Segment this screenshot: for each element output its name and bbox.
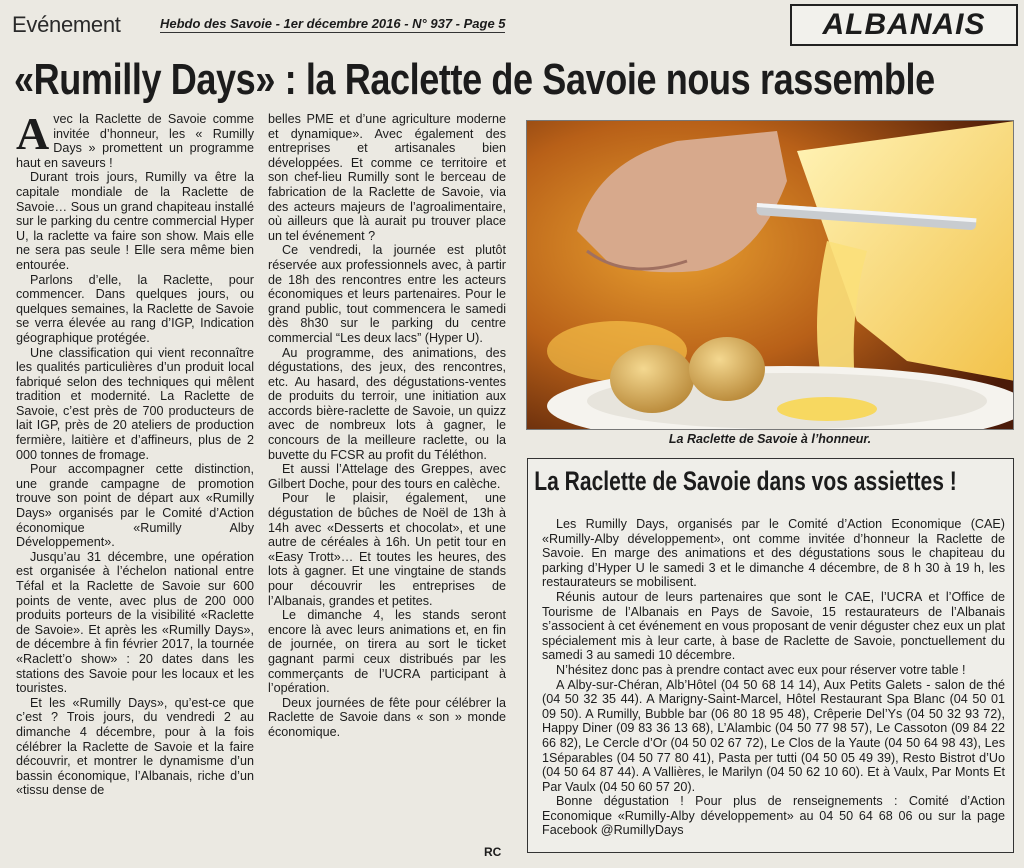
article-paragraph: Une classification qui vient reconnaître les qualités particulières d’un produit local fabriqué selon des techniques qui mêlent tradition et modernité. La Raclette de Savoie, c’est près de 700 producteurs de lait IGP, près de 20 ateliers de production fermière, laitière et d’affineurs, plus de 2 000 tonnes de fromage. <box>16 345 254 462</box>
article-paragraph: Et les «Rumilly Days», qu’est-ce que c’est ? Trois jours, du vendredi 2 au dimanche 4 décembre, pour à la fois célébrer la Raclette de Savoie et la faire découvrir, et montrer le dynamisme d’un bassin économique, l’Albanais, riche d’un «tissu dense de <box>16 695 254 798</box>
sidebar-body <box>528 503 1013 838</box>
article-paragraph: Pour le plaisir, également, une dégustation de bûches de Noël de 13h à 14h avec «Desserts et chocolat», et une autre de céréales à 16h. Un petit tour en «Easy Trott»… Et toutes les heures, des lots à gagner. Et une vingtaine de stands pour découvrir les entreprises de l’Albanais, grandes et petites. <box>268 491 506 608</box>
article-paragraph: belles PME et d’une agriculture moderne et dynamique». Avec également des entreprises et artisanales bien développées. Et comme ce territoire et son chef-lieu Rumilly sont le berceau de fabrication de la Raclette de Savoie, via des acteurs majeurs de l’agroalimentaire, où ailleurs que là aurait pu trouver place un tel événement ? <box>268 112 506 243</box>
adjacent-page-bleed <box>520 0 785 50</box>
article-paragraph: Pour accompagner cette distinction, une grande campagne de promotion trouve son point de départ aux «Rumilly Days» organisés par le Comité d’Action économique «Rumilly Alby Développement». <box>16 462 254 550</box>
restaurants-sidebar <box>527 458 1014 853</box>
article-paragraph: Avec la Raclette de Savoie comme invitée d’honneur, les « Rumilly Days » promettent un programme haut en saveurs ! <box>16 108 254 170</box>
dropcap: A <box>16 108 50 159</box>
article-column-2 <box>268 112 506 740</box>
raclette-photo <box>526 120 1014 430</box>
sidebar-paragraph: A Alby-sur-Chéran, Alb’Hôtel (04 50 68 14 14), Aux Petits Galets - salon de thé (04 50 32 35 44). A Marigny-Saint-Marcel, Hôtel Restaurant Spa Blanc (04 50 01 09 50). A Rumilly, Bubble bar (06 80 18 95 48), Crêperie Del’Ys (04 50 32 93 72), Happy Diner (09 83 36 13 68), L’Alambic (04 50 77 98 57), Le Cassoton (09 84 22 66 82), Le Cercle d’Or (04 50 02 67 72), Le Clos de la Yaute (04 50 64 98 43), Les 1Séparables (04 50 77 80 41), Pasta per tutti (04 50 05 49 39), Resto Bistrot d’Uo (04 50 64 87 44). A Vallières, le Marilyn (04 50 62 10 60). Et à Vaulx, Par Monts Et Par Vaulx (04 50 60 57 20). <box>542 677 1005 794</box>
sidebar-title: La Raclette de Savoie dans vos assiettes ! <box>534 466 957 496</box>
article-paragraph: Jusqu’au 31 décembre, une opération est organisée à l’échelon national entre Téfal et la Raclette de Savoie sur 600 points de vente, avec plus de 200 000 produits porteurs de la visibilité «Raclette de Savoie». Et après les «Rumilly Days», de décembre à fin février 2017, la tournée «Raclett’o show» : 20 dates dans les stations des Savoie pour les locaux et les touristes. <box>16 549 254 696</box>
sidebar-paragraph: Les Rumilly Days, organisés par le Comité d’Action Economique (CAE) «Rumilly-Alby développement», ont comme invitée d’honneur la Raclette de Savoie. En marge des animations et des dégustations sous le chapiteau du parking d’Hyper U le samedi 3 et le dimanche 4 décembre, de 8 h 30 à 19 h, les restaurateurs se mobilisent. <box>542 517 1005 590</box>
article-paragraph: Deux journées de fête pour célébrer la Raclette de Savoie dans « son » monde économique. <box>268 695 506 739</box>
sidebar-paragraph: N’hésitez donc pas à prendre contact avec eux pour réserver votre table ! <box>556 662 966 677</box>
article-column-1 <box>16 108 254 798</box>
article-paragraph: Le dimanche 4, les stands seront encore là avec leurs animations et, en fin de journée, on tirera au sort le ticket gagnant parmi ceux distribués par les commerçants de l’UCRA participant à l’opération. <box>268 608 506 696</box>
article-paragraph: Parlons d’elle, la Raclette, pour commencer. Dans quelques jours, ou quelques semaines, la Raclette de Savoie se verra élevée au rang d’IGP, Indication géographique protégée. <box>16 272 254 345</box>
folio-line: Hebdo des Savoie - 1er décembre 2016 - N° 937 - Page 5 <box>160 16 506 31</box>
sidebar-paragraph: Réunis autour de leurs partenaires que sont le CAE, l’UCRA et l’Office de Tourisme de l’Albanais en Pays de Savoie, 15 restaurateurs de l’Albanais s’associent à cet événement en vous proposant de venir déguster chez eux un plat spécialement mis à leur carte, à base de Raclette de Savoie, ponctuellement du samedi 3 au samedi 10 décembre. <box>542 589 1005 663</box>
headline: «Rumilly Days» : la Raclette de Savoie nous rassemble <box>14 55 935 104</box>
article-paragraph: Ce vendredi, la journée est plutôt réservée aux professionnels avec, à partir de 18h des rencontres entre les acteurs économiques et leurs partenaires. Pour le grand public, tout commencera le samedi dès 8h30 sur le parking du centre commercial “Les deux lacs” (Hyper U). <box>268 243 506 345</box>
sidebar-paragraph: Bonne dégustation ! Pour plus de renseignements : Comité d’Action Economique «Rumilly-Alby développement» au 04 50 64 68 06 ou sur la page Facebook @RumillyDays <box>542 794 1005 838</box>
raclette-photo-illustration <box>527 121 1014 430</box>
article-paragraph: Et aussi l’Attelage des Greppes, avec Gilbert Doche, pour des tours en calèche. <box>268 462 506 491</box>
article-paragraph: Durant trois jours, Rumilly va être la capitale mondiale de la Raclette de Savoie… Sous un grand chapiteau installé sur le parking du centre commercial Hyper U, la raclette va faire son show. Mais elle ne sera pas seule ! Elle sera même bien entourée. <box>16 170 254 272</box>
author-signature: RC <box>484 845 502 859</box>
article-paragraph: Au programme, des animations, des dégustations, des jeux, des rencontres, etc. Au hasard, des dégustations-ventes de produits du terroir, une initiation aux accords bière-raclette de Savoie, un quizz avec de nombreux lots à gagner, le concours de la meilleure raclette, ou la buvette du FCSR au profit du Téléthon. <box>268 345 506 462</box>
section-label: Evénement <box>12 12 121 37</box>
photo-caption: La Raclette de Savoie à l’honneur. <box>668 432 872 446</box>
region-banner: ALBANAIS <box>790 4 1018 46</box>
